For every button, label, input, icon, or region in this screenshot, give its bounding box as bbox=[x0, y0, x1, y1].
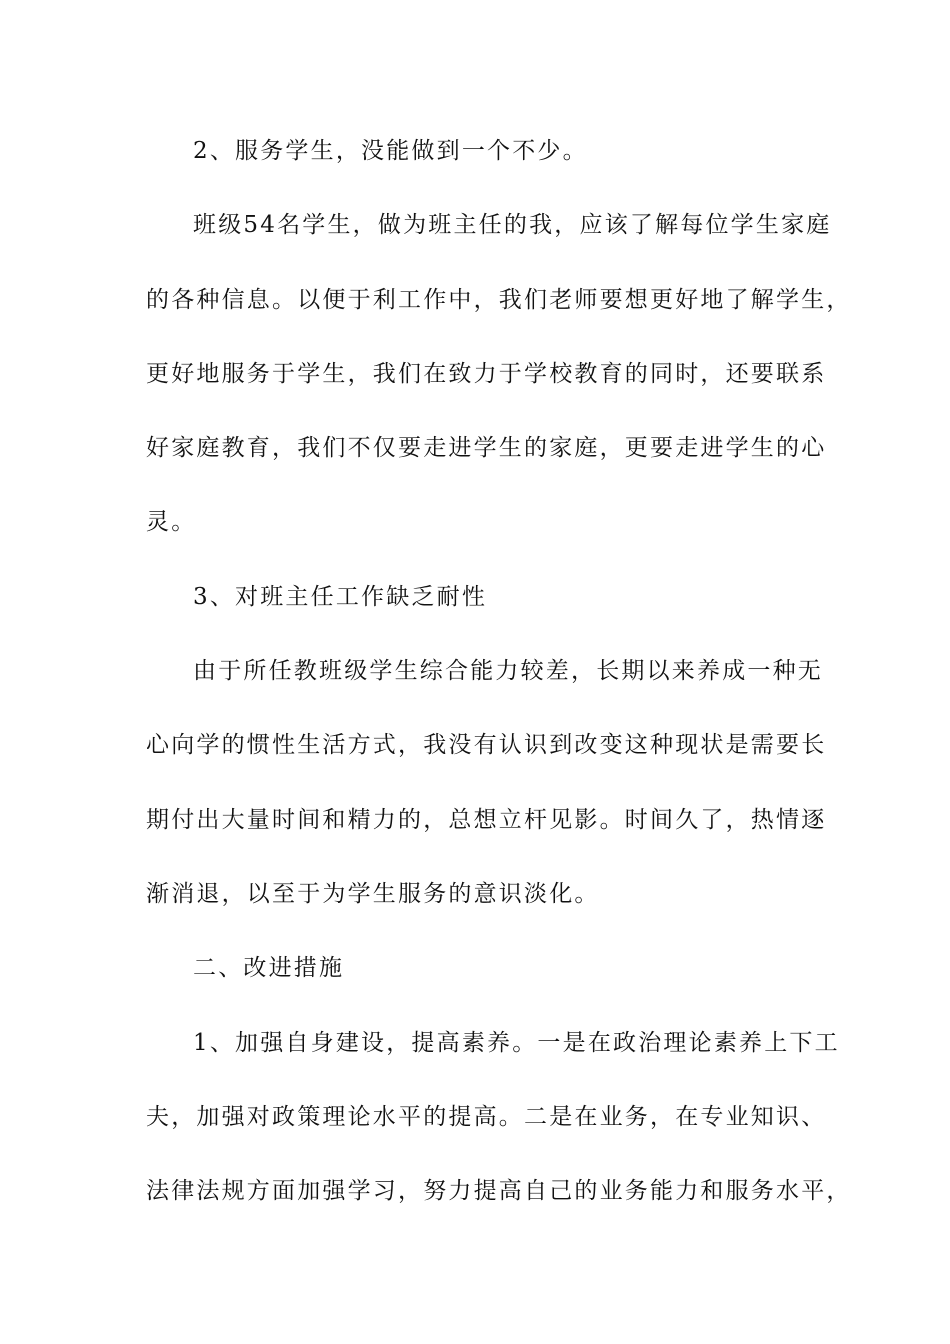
paragraph-line: 法律法规方面加强学习，努力提高自己的业务能力和服务水平， bbox=[146, 1178, 852, 1205]
paragraph-line: 由于所任教班级学生综合能力较差，长期以来养成一种无 bbox=[193, 658, 823, 685]
heading-improvement-measures: 二、改进措施 bbox=[193, 955, 345, 982]
paragraph-line: 1、加强自身建设，提高素养。一是在政治理论素养上下工 bbox=[193, 1029, 840, 1056]
paragraph-line: 好家庭教育，我们不仅要走进学生的家庭，更要走进学生的心 bbox=[146, 435, 827, 462]
paragraph-line: 灵。 bbox=[146, 509, 197, 536]
paragraph-line: 的各种信息。以便于利工作中，我们老师要想更好地了解学生， bbox=[146, 286, 852, 313]
paragraph-line: 更好地服务于学生，我们在致力于学校教育的同时，还要联系 bbox=[146, 360, 827, 387]
paragraph-line: 心向学的惯性生活方式，我没有认识到改变这种现状是需要长 bbox=[146, 732, 827, 759]
heading-serve-students: 2、服务学生，没能做到一个不少。 bbox=[193, 138, 588, 164]
document-body bbox=[146, 126, 852, 1240]
paragraph-line: 渐消退，以至于为学生服务的意识淡化。 bbox=[146, 880, 600, 907]
paragraph-line: 夫，加强对政策理论水平的提高。二是在业务，在专业知识、 bbox=[146, 1103, 827, 1130]
paragraph-line: 期付出大量时间和精力的，总想立杆见影。时间久了，热情逐 bbox=[146, 806, 827, 833]
paragraph-line: 班级54名学生，做为班主任的我，应该了解每位学生家庭 bbox=[193, 212, 832, 239]
heading-patience: 3、对班主任工作缺乏耐性 bbox=[193, 583, 488, 610]
